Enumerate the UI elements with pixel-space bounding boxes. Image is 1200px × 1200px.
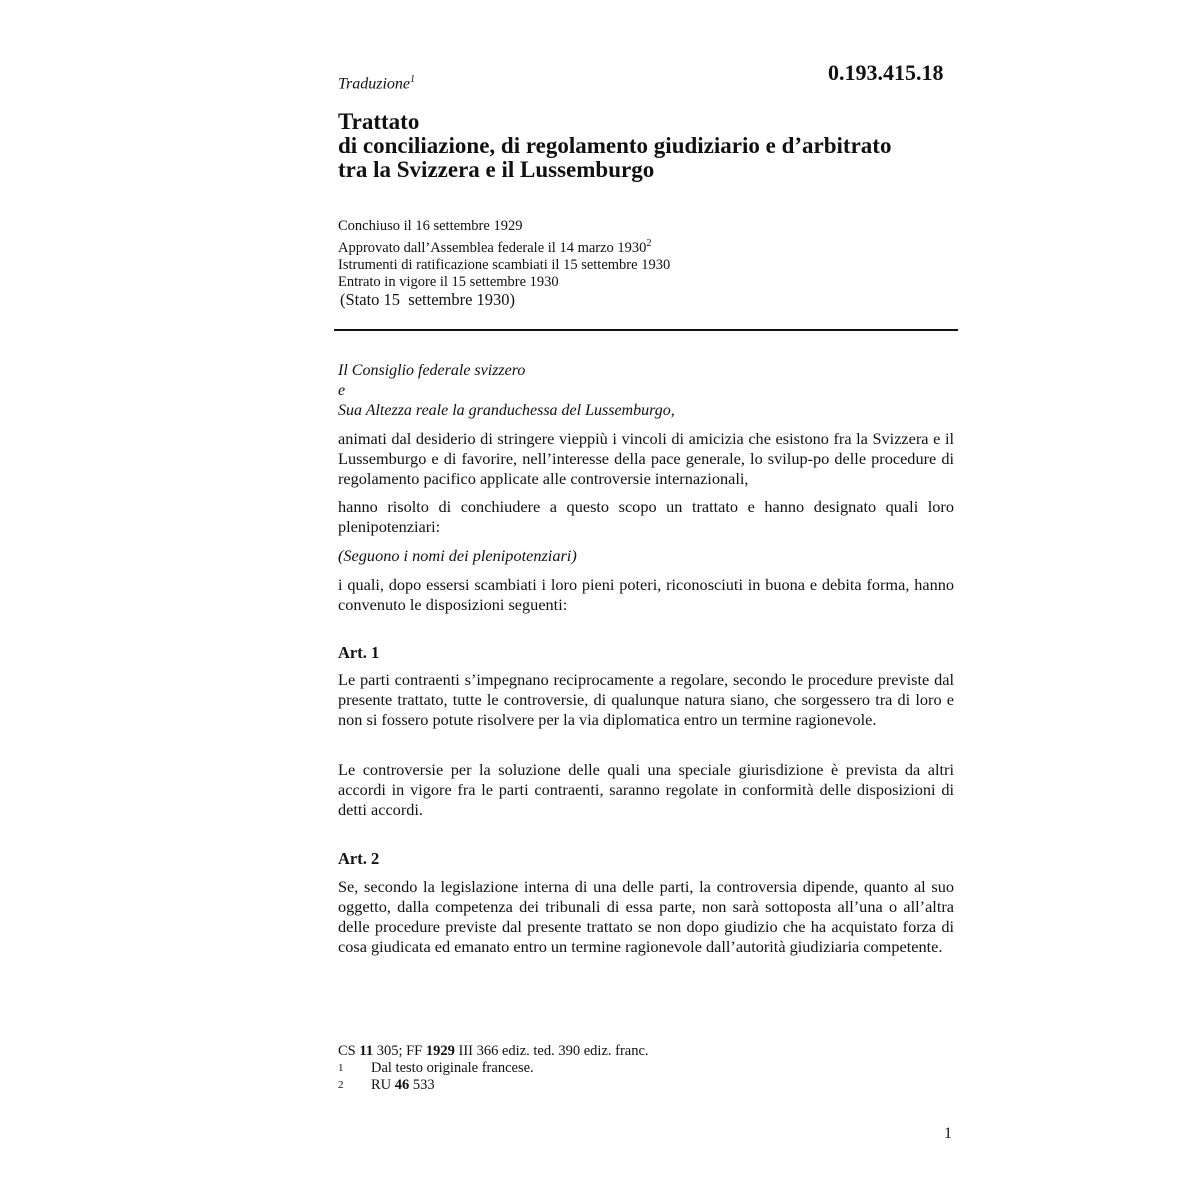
meta-in-force: Entrato in vigore il 15 settembre 1930 bbox=[338, 273, 559, 290]
footnote-2-number: 2 bbox=[338, 1079, 344, 1091]
party-2: Sua Altezza reale la granduchessa del Lussemburgo, bbox=[338, 402, 675, 419]
document-title bbox=[338, 110, 891, 182]
source-reference: CS 11 305; FF 1929 III 366 ediz. ted. 390 ediz. franc. bbox=[338, 1043, 649, 1059]
footnote-1 bbox=[338, 1060, 649, 1077]
article-1-paragraph-1: Le parti contraenti s’impegnano reciprocamente a regolare, secondo le procedure previste dal presente trattato, tutte le controversie, di qualunque natura siano, che sorgessero tra di loro e non si fossero potute risolvere per la via diplomatica entro un termine ragionevole. bbox=[338, 670, 954, 729]
party-conjunction: e bbox=[338, 382, 346, 399]
preamble-paragraph-2: hanno risolto di conchiudere a questo scopo un trattato e hanno designato quali loro plenipotenziari: bbox=[338, 497, 954, 536]
footnote-ref-1[interactable]: 1 bbox=[410, 74, 416, 85]
footnote-1-number: 1 bbox=[338, 1062, 344, 1074]
treaty-metadata bbox=[338, 218, 670, 291]
footnotes bbox=[338, 1043, 649, 1094]
title-line-3: tra la Svizzera e il Lussemburgo bbox=[338, 157, 655, 182]
article-2-paragraph-1: Se, secondo la legislazione interna di una delle parti, la controversia dipende, quanto al suo oggetto, dalla competenza dei tribunali di essa parte, non sarà sottoposta all’una o all’altra delle procedure previste dal presente trattato se non dopo giudizio che ha acquistato forza di cosa giudicata ed emanato entro un termine ragionevole dall’autorità giudiziaria competente. bbox=[338, 877, 954, 956]
preamble-paragraph-4: i quali, dopo essersi scambiati i loro pieni poteri, riconosciuti in buona e debita forma, hanno convenuto le disposizioni seguenti: bbox=[338, 575, 954, 614]
party-1: Il Consiglio federale svizzero bbox=[338, 362, 526, 379]
footnote-2-text: RU 46 533 bbox=[371, 1077, 435, 1093]
page-number: 1 bbox=[944, 1125, 952, 1142]
article-1-paragraph-2: Le controversie per la soluzione delle quali una speciale giurisdizione è prevista da altri accordi in vigore fra le parti contraenti, saranno regolate in conformità delle disposizioni di detti accordi. bbox=[338, 760, 954, 819]
footnote-1-text: Dal testo originale francese. bbox=[371, 1060, 534, 1076]
preamble-paragraph-1: animati dal desiderio di stringere vieppiù i vincoli di amicizia che esistono fra la Svizzera e il Lussemburgo e di favorire, nell’interesse della pace generale, lo svilup-po delle procedure di regolamento pacifico applicate alle controversie internazionali, bbox=[338, 429, 954, 488]
document-code: 0.193.415.18 bbox=[828, 60, 944, 85]
footnote-ref-2[interactable]: 2 bbox=[646, 238, 652, 249]
title-line-2: di conciliazione, di regolamento giudiziario e d’arbitrato bbox=[338, 133, 892, 158]
article-2-heading: Art. 2 bbox=[338, 849, 380, 868]
article-1-heading: Art. 1 bbox=[338, 643, 380, 662]
meta-approved: Approvato dall’Assemblea federale il 14 marzo 1930$^2$ bbox=[338, 238, 652, 256]
status-date: (Stato 15 settembre 1930) bbox=[340, 290, 516, 309]
title-line-1: Trattato bbox=[338, 109, 420, 134]
meta-concluded: Conchiuso il 16 settembre 1929 bbox=[338, 218, 523, 234]
preamble-plenipotentiaries-note: (Seguono i nomi dei plenipotenziari) bbox=[338, 546, 577, 565]
meta-ratification: Istrumenti di ratificazione scambiati il 15 settembre 1930 bbox=[338, 256, 671, 273]
preamble-parties bbox=[338, 361, 675, 421]
footnote-2 bbox=[338, 1077, 649, 1094]
translation-label-text: Traduzione bbox=[338, 75, 411, 93]
translation-label bbox=[338, 74, 415, 93]
header-divider bbox=[334, 329, 958, 331]
